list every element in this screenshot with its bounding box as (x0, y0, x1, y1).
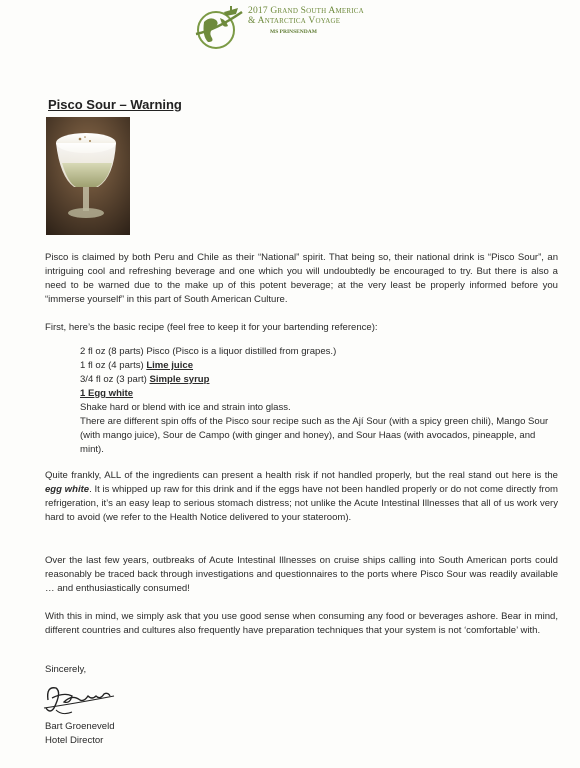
intro-paragraph: Pisco is claimed by both Peru and Chile as their “National” spirit. That being so, their national drink is “Pisco Sour”, an intriguing cool and refreshing beverage and one which you will undoubtedly be encouraged to try. But there is also a need to be warned due to the make up of this potent beverage; at the very least be properly informed before you “immerse yourself” in this part of South American Culture. (45, 252, 558, 305)
recipe-line-pisco: 2 fl oz (8 parts) Pisco (Pisco is a liquor distilled from grapes.) (80, 346, 337, 357)
lime-juice-link[interactable]: Lime juice (146, 360, 194, 371)
handwritten-signature (42, 678, 120, 718)
voyage-line-2: & Antarctica Voyage (248, 16, 341, 26)
recipe-intro: First, here’s the basic recipe (feel free to keep it for your bartending reference): (45, 322, 378, 333)
voyage-logo (190, 4, 430, 50)
recipe-line-syrup-amount: 3/4 fl oz (3 part) (80, 374, 150, 385)
health-risk-paragraph (45, 469, 558, 525)
advice-paragraph: With this in mind, we simply ask that you use good sense when consuming any food or beverages ashore. Bear in mind, different countries and cultures also frequently have preparation techniques that your system is not ‘comfortable’ with. (45, 611, 558, 636)
egg-white-emphasis: egg white (45, 484, 90, 495)
signer-name: Bart Groeneveld (45, 721, 115, 732)
simple-syrup-link[interactable]: Simple syrup (149, 374, 210, 385)
recipe-list (80, 345, 560, 457)
page-title: Pisco Sour – Warning (48, 97, 182, 112)
globe-ship-logo-icon (190, 4, 246, 50)
egg-white-link[interactable]: 1 Egg white (80, 388, 134, 399)
voyage-line-1: 2017 Grand South America (248, 6, 364, 16)
recipe-line-syrup (80, 373, 560, 387)
pisco-sour-photo (46, 117, 130, 235)
recipe-line-lime-amount: 1 fl oz (4 parts) (80, 360, 147, 371)
outbreaks-paragraph: Over the last few years, outbreaks of Acute Intestinal Illnesses on cruise ships calling into South American ports could reasonably be traced back through investigations and questionnaires to the ports where Pisco Sour was readily available … and enthusiastically consumed! (45, 555, 558, 594)
recipe-line-lime (80, 359, 560, 373)
signer-block (45, 720, 115, 748)
recipe-variations: There are different spin offs of the Pisco sour recipe such as the Ají Sour (with a spicy green chili), Mango Sour (with mango juice), Sour de Campo (with ginger and honey), and Sour Haas (with avocados, pineapple, and mint). (80, 416, 549, 455)
recipe-instruction: Shake hard or blend with ice and strain into glass. (80, 402, 291, 413)
signer-title: Hotel Director (45, 735, 104, 746)
health-risk-text-end: . It is whipped up raw for this drink and if the eggs have not been handled properly or do not come directly from refrigeration, it’s an easy leap to serious stomach distress; not unlike the Acute Intestinal Illnesses that all of us work very hard to avoid (we refer to the Health Notice delivered to your stateroom). (45, 484, 558, 523)
closing: Sincerely, (45, 664, 87, 675)
health-risk-text-start: Quite frankly, ALL of the ingredients can present a health risk if not handled properly, but the real stand out here is the (45, 470, 558, 481)
ship-name: MS PRINSENDAM (270, 29, 317, 35)
voyage-title (248, 6, 364, 37)
